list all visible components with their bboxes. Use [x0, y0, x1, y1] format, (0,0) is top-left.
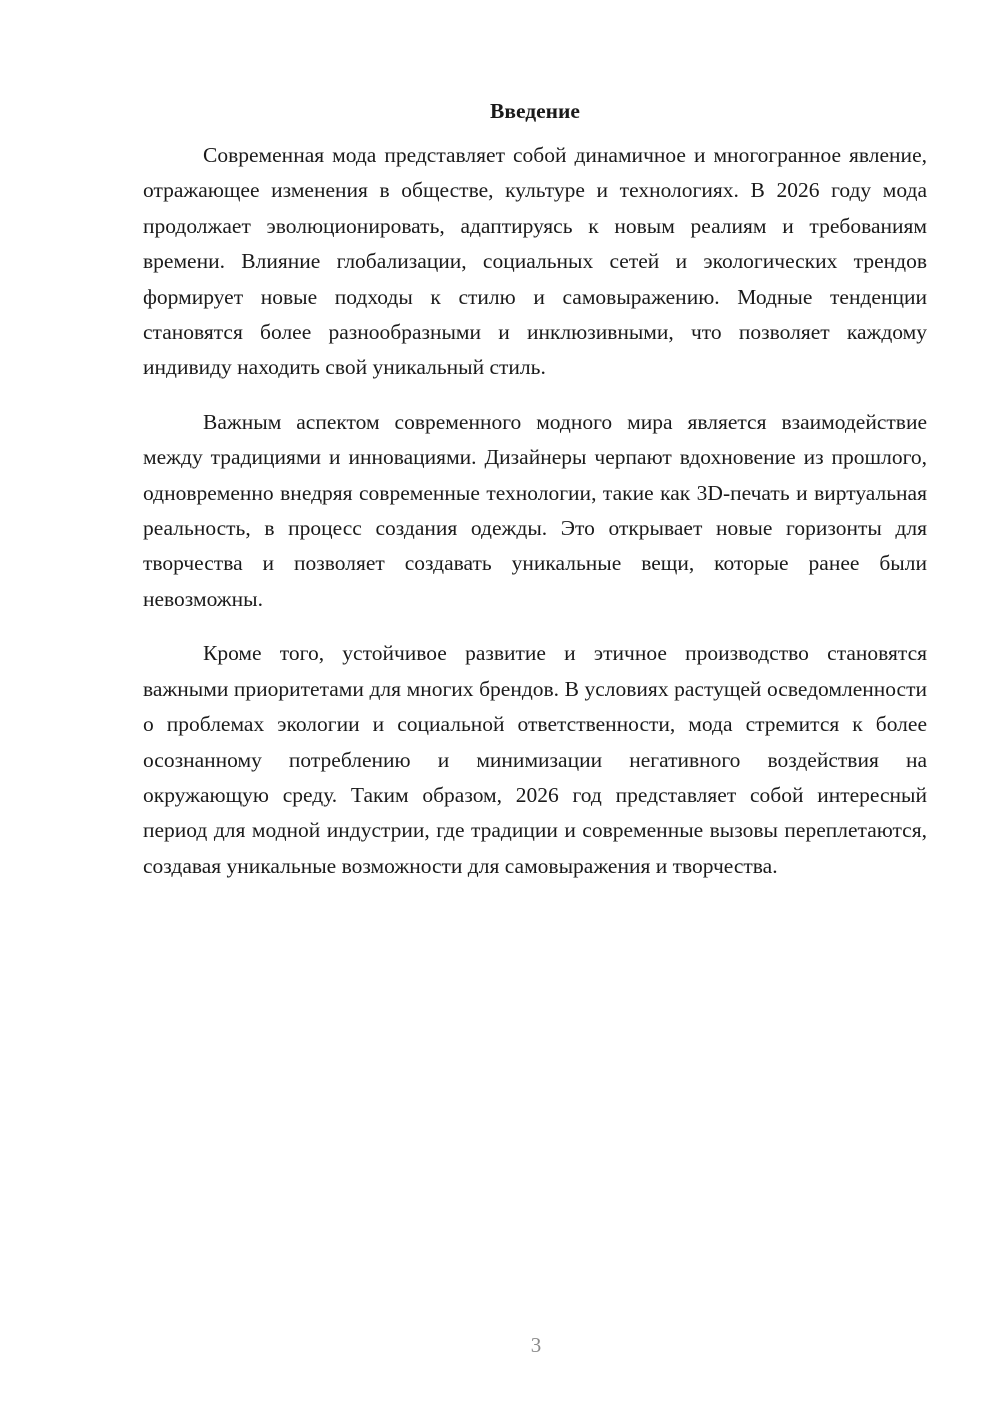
section-title: Введение: [490, 99, 580, 123]
document-body: [143, 96, 927, 903]
page-number: 3: [530, 1333, 542, 1357]
paragraph-traditions-innovations: Важным аспектом современного модного мира является взаимодействие между традициями и инновациями. Дизайнеры черпают вдохновение из прошлого, одновременно внедряя современные технологии, такие как 3D-печать и виртуальная реальность, в процесс создания одежды. Это открывает новые горизонты для творчества и позволяет создавать уникальные вещи, которые ранее были невозможны.: [143, 409, 927, 611]
paragraph-intro: Современная мода представляет собой динамичное и многогранное явление, отражающее изменения в обществе, культуре и технологиях. В 2026 году мода продолжает эволюционировать, адаптируясь к новым реалиям и требованиям времени. Влияние глобализации, социальных сетей и экологических трендов формирует новые подходы к стилю и самовыражению. Модные тенденции становятся более разнообразными и инклюзивными, что позволяет каждому индивиду находить свой уникальный стиль.: [143, 143, 927, 380]
paragraph-sustainability: Кроме того, устойчивое развитие и этичное производство становятся важными приоритетами для многих брендов. В условиях растущей осведомленности о проблемах экологии и социальной ответственности, мода стремится к более осознанному потреблению и минимизации негативного воздействия на окружающую среду. Таким образом, 2026 год представляет собой интересный период для модной индустрии, где традиции и современные вызовы переплетаются, создавая уникальные возможности для самовыражения и творчества.: [143, 641, 927, 878]
